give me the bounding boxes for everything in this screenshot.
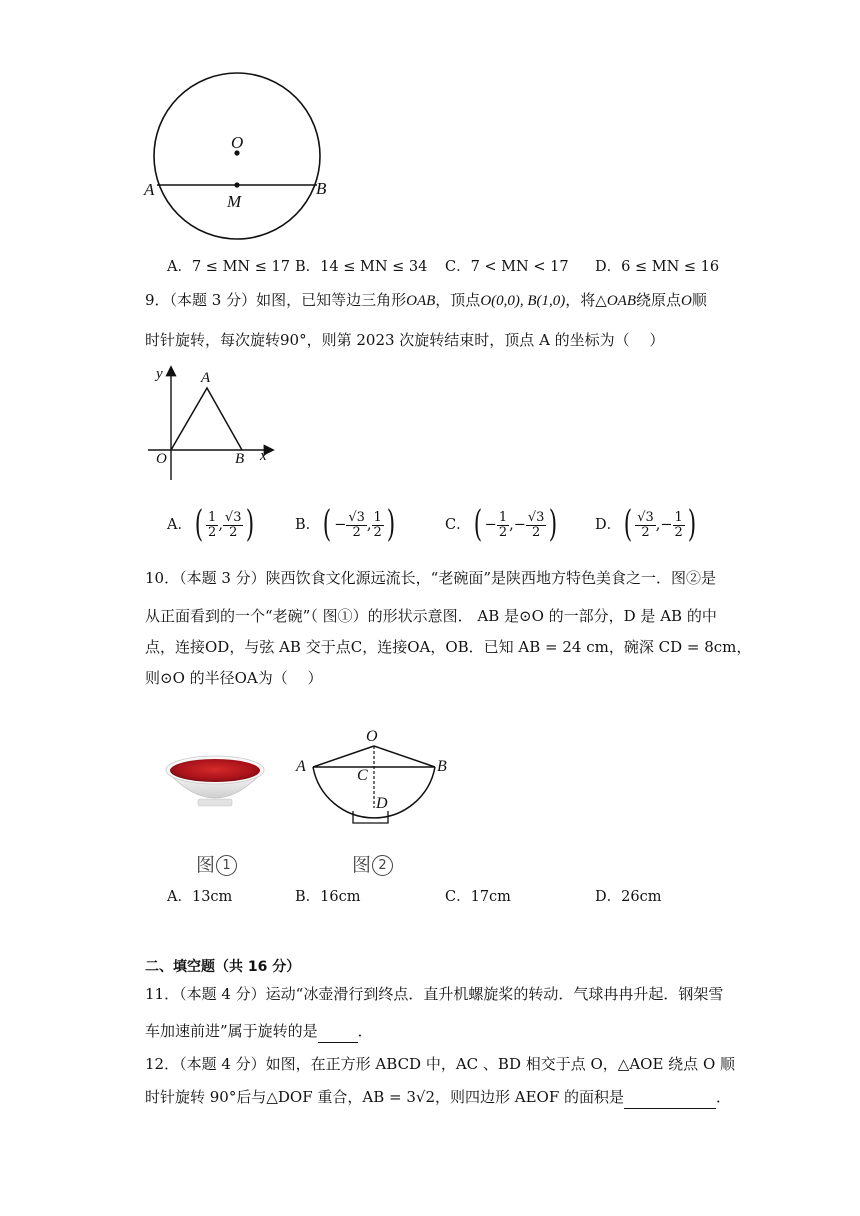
q12-answer-blank[interactable] xyxy=(624,1086,716,1109)
q9-label-a: A xyxy=(201,370,211,386)
q9-label-o: O xyxy=(156,451,167,467)
q10-label-a: A xyxy=(296,758,306,775)
q8-option-a[interactable]: A．7 ≤ MN ≤ 17 xyxy=(167,259,290,275)
q10-label-c: C xyxy=(357,767,368,784)
q12-line-2: 时针旋转 90°后与△DOF 重合，AB = 3√2，则四边形 AEOF 的面积是 ． xyxy=(145,1086,731,1109)
q10-option-d[interactable]: D．26cm xyxy=(595,889,662,905)
caption-figure-2: 图 2 xyxy=(352,850,393,877)
q9-label-b: B xyxy=(235,451,245,467)
triangle-oab xyxy=(171,388,242,450)
q10-option-b[interactable]: B．16cm xyxy=(295,889,361,905)
q11-answer-blank[interactable] xyxy=(318,1020,358,1043)
q12-line-1: 12．（本题 4 分）如图，在正方形 ABCD 中，AC 、BD 相交于点 O，△AOE 绕点 O 顺 xyxy=(145,1055,736,1073)
q8-option-d[interactable]: D．6 ≤ MN ≤ 16 xyxy=(595,259,720,275)
q9-label-x: x xyxy=(260,448,267,464)
caption-figure-1: 图 1 xyxy=(196,850,237,877)
q11-line-2: 车加速前进”属于旋转的是 ． xyxy=(145,1020,373,1043)
q9-option-a[interactable]: A．( $\frac{1}{2}$ , $\frac{√3}{2}$ ) xyxy=(167,504,255,545)
label-o: O xyxy=(231,133,244,152)
q8-circle-figure xyxy=(140,64,340,254)
bowl-diagram xyxy=(300,730,460,830)
label-b: B xyxy=(316,179,327,198)
q10-option-c[interactable]: C．17cm xyxy=(445,889,511,905)
q10-label-o: O xyxy=(366,728,378,745)
q11-line-1: 11．（本题 4 分）运动“冰壶滑行到终点．直升机螺旋桨的转动．气球冉冉升起．钢架雪 xyxy=(145,985,724,1003)
segment-oa xyxy=(313,746,374,767)
q9-option-c[interactable]: C．( − $\frac{1}{2}$ ,− $\frac{√3}{2}$ ) xyxy=(445,504,558,545)
point-m xyxy=(234,182,239,187)
section-title-fill-in: 二、填空题（共 16 分） xyxy=(145,959,301,975)
q8-option-c[interactable]: C．7 < MN < 17 xyxy=(445,259,569,275)
q9-option-b[interactable]: B．( − $\frac{√3}{2}$ , $\frac{1}{2}$ ) xyxy=(295,504,396,545)
q10-option-a[interactable]: A．13cm xyxy=(167,889,233,905)
q9-option-d[interactable]: D．( $\frac{√3}{2}$ ,− $\frac{1}{2}$ ) xyxy=(595,504,697,545)
q10-label-d: D xyxy=(376,795,388,812)
q10-line-3: 点，连接OD，与弦 AB 交于点C，连接OA，OB．已知 AB = 24 cm，碗深 CD = 8cm， xyxy=(145,638,752,656)
q9-line-2: 时针旋转，每次旋转90°，则第 2023 次旋转结束时，顶点 A 的坐标为（ ） xyxy=(145,331,665,349)
label-m: M xyxy=(227,192,242,211)
segment-ob xyxy=(374,746,435,767)
q9-line-1: 9．（本题 3 分）如图，已知等边三角形OAB，顶点O(0,0), B(1,0)，将△OAB绕原点O顺 xyxy=(145,291,707,309)
q10-line-1: 10．（本题 3 分）陕西饮食文化源远流长，“老碗面”是陕西地方特色美食之一．图②是 xyxy=(145,569,717,587)
bowl-illustration xyxy=(160,752,270,814)
q10-line-2: 从正面看到的一个“老碗”（ 图①）的形状示意图． AB 是⊙O 的一部分，D 是 AB 的中 xyxy=(145,607,717,625)
circle-o xyxy=(154,73,320,239)
q9-label-y: y xyxy=(156,366,163,382)
label-a: A xyxy=(144,180,155,199)
q8-option-b[interactable]: B．14 ≤ MN ≤ 34 xyxy=(295,259,428,275)
q10-label-b: B xyxy=(437,758,447,775)
q10-line-4: 则⊙O 的半径OA为（ ） xyxy=(145,669,323,687)
